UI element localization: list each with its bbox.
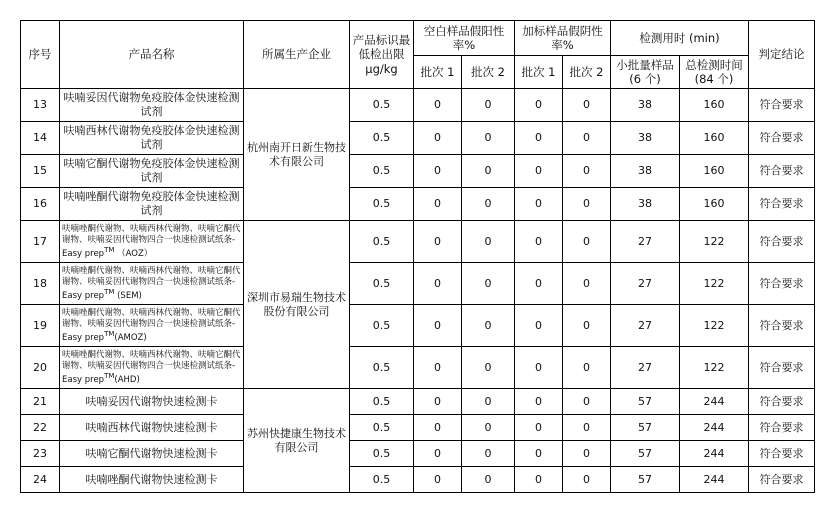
row-blank-b2: 0 [462,188,515,221]
row-index: 22 [21,415,60,441]
row-limit: 0.5 [350,467,414,493]
row-product-name: 呋喃西林代谢物免疫胶体金快速检测试剂 [60,122,244,155]
results-table-container [20,20,815,493]
row-index: 19 [21,305,60,347]
row-spiked-b1: 0 [515,155,563,188]
header-detection-limit-label: 产品标识最低检出限 [352,32,411,62]
table-row [21,347,815,389]
row-total-time: 244 [680,441,749,467]
row-spiked-b2: 0 [563,347,611,389]
header-row-1 [21,21,815,56]
row-spiked-b2: 0 [563,155,611,188]
row-blank-b2: 0 [462,415,515,441]
row-blank-b2: 0 [462,467,515,493]
row-small-batch: 38 [611,89,680,122]
row-company: 苏州快捷康生物技术有限公司 [244,389,350,493]
row-blank-b1: 0 [414,221,462,263]
row-limit: 0.5 [350,155,414,188]
row-spiked-b1: 0 [515,347,563,389]
header-blank-batch2: 批次 2 [462,56,515,89]
row-total-time: 160 [680,122,749,155]
row-result: 符合要求 [749,305,815,347]
row-spiked-b1: 0 [515,122,563,155]
row-total-time: 160 [680,89,749,122]
row-product-name-tm: TM [104,287,115,296]
header-detection-limit-unit: μg/kg [365,61,398,76]
row-blank-b1: 0 [414,89,462,122]
row-small-batch: 57 [611,441,680,467]
row-total-time: 122 [680,347,749,389]
row-product-name-main: 呋喃唑酮代谢物、呋喃西林代谢物、呋喃它酮代谢物、呋喃妥因代谢物四合一快速检测试纸条-Easy prep [62,349,241,385]
header-small-batch: 小批量样品(6 个) [611,56,680,89]
row-limit: 0.5 [350,122,414,155]
row-product-name-tm: TM [104,371,115,380]
row-blank-b1: 0 [414,263,462,305]
row-blank-b1: 0 [414,122,462,155]
row-blank-b2: 0 [462,263,515,305]
row-spiked-b2: 0 [563,89,611,122]
row-blank-b1: 0 [414,305,462,347]
row-total-time: 244 [680,467,749,493]
row-spiked-b2: 0 [563,305,611,347]
row-index: 23 [21,441,60,467]
header-blank-batch1: 批次 1 [414,56,462,89]
row-limit: 0.5 [350,89,414,122]
row-index: 20 [21,347,60,389]
row-index: 24 [21,467,60,493]
row-limit: 0.5 [350,389,414,415]
row-product-name-tm: TM [104,329,115,338]
row-small-batch: 27 [611,305,680,347]
row-result: 符合要求 [749,221,815,263]
row-result: 符合要求 [749,467,815,493]
row-index: 18 [21,263,60,305]
row-total-time: 122 [680,263,749,305]
row-product-name: 呋喃它酮代谢物免疫胶体金快速检测试剂 [60,155,244,188]
row-small-batch: 27 [611,347,680,389]
row-result: 符合要求 [749,441,815,467]
row-blank-b1: 0 [414,467,462,493]
row-company: 深圳市易瑞生物技术股份有限公司 [244,221,350,389]
row-total-time: 244 [680,415,749,441]
row-blank-b2: 0 [462,122,515,155]
row-spiked-b1: 0 [515,467,563,493]
table-row [21,89,815,122]
row-total-time: 122 [680,221,749,263]
row-product-name: 呋喃它酮代谢物快速检测卡 [60,441,244,467]
row-small-batch: 27 [611,221,680,263]
header-spiked-batch2: 批次 2 [563,56,611,89]
row-blank-b2: 0 [462,441,515,467]
table-row [21,221,815,263]
row-product-name-code: (AMOZ) [114,332,147,343]
header-detection-limit [350,21,414,89]
row-spiked-b1: 0 [515,263,563,305]
row-result: 符合要求 [749,415,815,441]
header-product-name: 产品名称 [60,21,244,89]
row-small-batch: 38 [611,122,680,155]
row-product-name-code: (SEM) [114,290,142,301]
row-total-time: 160 [680,188,749,221]
table-row [21,441,815,467]
row-small-batch: 57 [611,467,680,493]
row-blank-b2: 0 [462,221,515,263]
row-total-time: 122 [680,305,749,347]
table-row [21,263,815,305]
row-blank-b1: 0 [414,389,462,415]
table-row [21,155,815,188]
header-spiked-batch1: 批次 1 [515,56,563,89]
row-blank-b2: 0 [462,305,515,347]
row-product-name [60,263,244,305]
results-table [20,20,815,493]
row-small-batch: 38 [611,188,680,221]
row-limit: 0.5 [350,188,414,221]
row-blank-b1: 0 [414,188,462,221]
header-company: 所属生产企业 [244,21,350,89]
row-product-name: 呋喃西林代谢物快速检测卡 [60,415,244,441]
row-index: 14 [21,122,60,155]
row-small-batch: 57 [611,389,680,415]
row-small-batch: 27 [611,263,680,305]
header-blank-false-positive: 空白样品假阳性率% [414,21,515,56]
row-product-name: 呋喃妥因代谢物免疫胶体金快速检测试剂 [60,89,244,122]
table-row [21,467,815,493]
row-product-name-tm: TM [104,245,115,254]
table-row [21,389,815,415]
row-limit: 0.5 [350,347,414,389]
row-product-name-main: 呋喃唑酮代谢物、呋喃西林代谢物、呋喃它酮代谢物、呋喃妥因代谢物四合一快速检测试纸条-Easy prep [62,223,241,259]
row-index: 13 [21,89,60,122]
row-index: 16 [21,188,60,221]
row-limit: 0.5 [350,441,414,467]
row-spiked-b1: 0 [515,305,563,347]
row-spiked-b1: 0 [515,389,563,415]
row-product-name-code: (AHD) [114,374,140,385]
row-blank-b1: 0 [414,155,462,188]
row-spiked-b2: 0 [563,188,611,221]
row-product-name [60,221,244,263]
row-result: 符合要求 [749,389,815,415]
row-spiked-b2: 0 [563,122,611,155]
row-result: 符合要求 [749,89,815,122]
row-result: 符合要求 [749,122,815,155]
row-spiked-b2: 0 [563,389,611,415]
row-spiked-b2: 0 [563,263,611,305]
row-index: 21 [21,389,60,415]
row-blank-b2: 0 [462,89,515,122]
row-small-batch: 38 [611,155,680,188]
row-product-name [60,347,244,389]
row-spiked-b2: 0 [563,221,611,263]
table-row [21,188,815,221]
row-blank-b1: 0 [414,347,462,389]
table-row [21,122,815,155]
row-limit: 0.5 [350,221,414,263]
header-total-time: 总检测时间(84 个) [680,56,749,89]
row-total-time: 244 [680,389,749,415]
row-spiked-b1: 0 [515,188,563,221]
row-result: 符合要求 [749,155,815,188]
row-result: 符合要求 [749,188,815,221]
header-conclusion: 判定结论 [749,21,815,89]
row-product-name-code: （AOZ） [114,248,153,259]
row-index: 17 [21,221,60,263]
row-spiked-b1: 0 [515,221,563,263]
header-spiked-false-negative: 加标样品假阴性率% [515,21,611,56]
row-product-name-main: 呋喃唑酮代谢物、呋喃西林代谢物、呋喃它酮代谢物、呋喃妥因代谢物四合一快速检测试纸条-Easy prep [62,307,241,343]
row-product-name: 呋喃唑酮代谢物免疫胶体金快速检测试剂 [60,188,244,221]
table-row [21,415,815,441]
header-time-used: 检测用时 (min) [611,21,749,56]
row-result: 符合要求 [749,263,815,305]
row-product-name [60,305,244,347]
row-limit: 0.5 [350,263,414,305]
header-index: 序号 [21,21,60,89]
row-small-batch: 57 [611,415,680,441]
row-spiked-b1: 0 [515,441,563,467]
row-blank-b2: 0 [462,347,515,389]
row-blank-b2: 0 [462,155,515,188]
row-product-name-main: 呋喃唑酮代谢物、呋喃西林代谢物、呋喃它酮代谢物、呋喃妥因代谢物四合一快速检测试纸条-Easy prep [62,265,241,301]
table-row [21,305,815,347]
row-spiked-b2: 0 [563,467,611,493]
row-product-name: 呋喃唑酮代谢物快速检测卡 [60,467,244,493]
row-result: 符合要求 [749,347,815,389]
row-company: 杭州南开日新生物技术有限公司 [244,89,350,221]
row-spiked-b1: 0 [515,89,563,122]
row-total-time: 160 [680,155,749,188]
row-spiked-b2: 0 [563,441,611,467]
row-spiked-b2: 0 [563,415,611,441]
row-limit: 0.5 [350,305,414,347]
row-blank-b1: 0 [414,441,462,467]
row-spiked-b1: 0 [515,415,563,441]
row-product-name: 呋喃妥因代谢物快速检测卡 [60,389,244,415]
row-blank-b1: 0 [414,415,462,441]
row-limit: 0.5 [350,415,414,441]
row-blank-b2: 0 [462,389,515,415]
row-index: 15 [21,155,60,188]
